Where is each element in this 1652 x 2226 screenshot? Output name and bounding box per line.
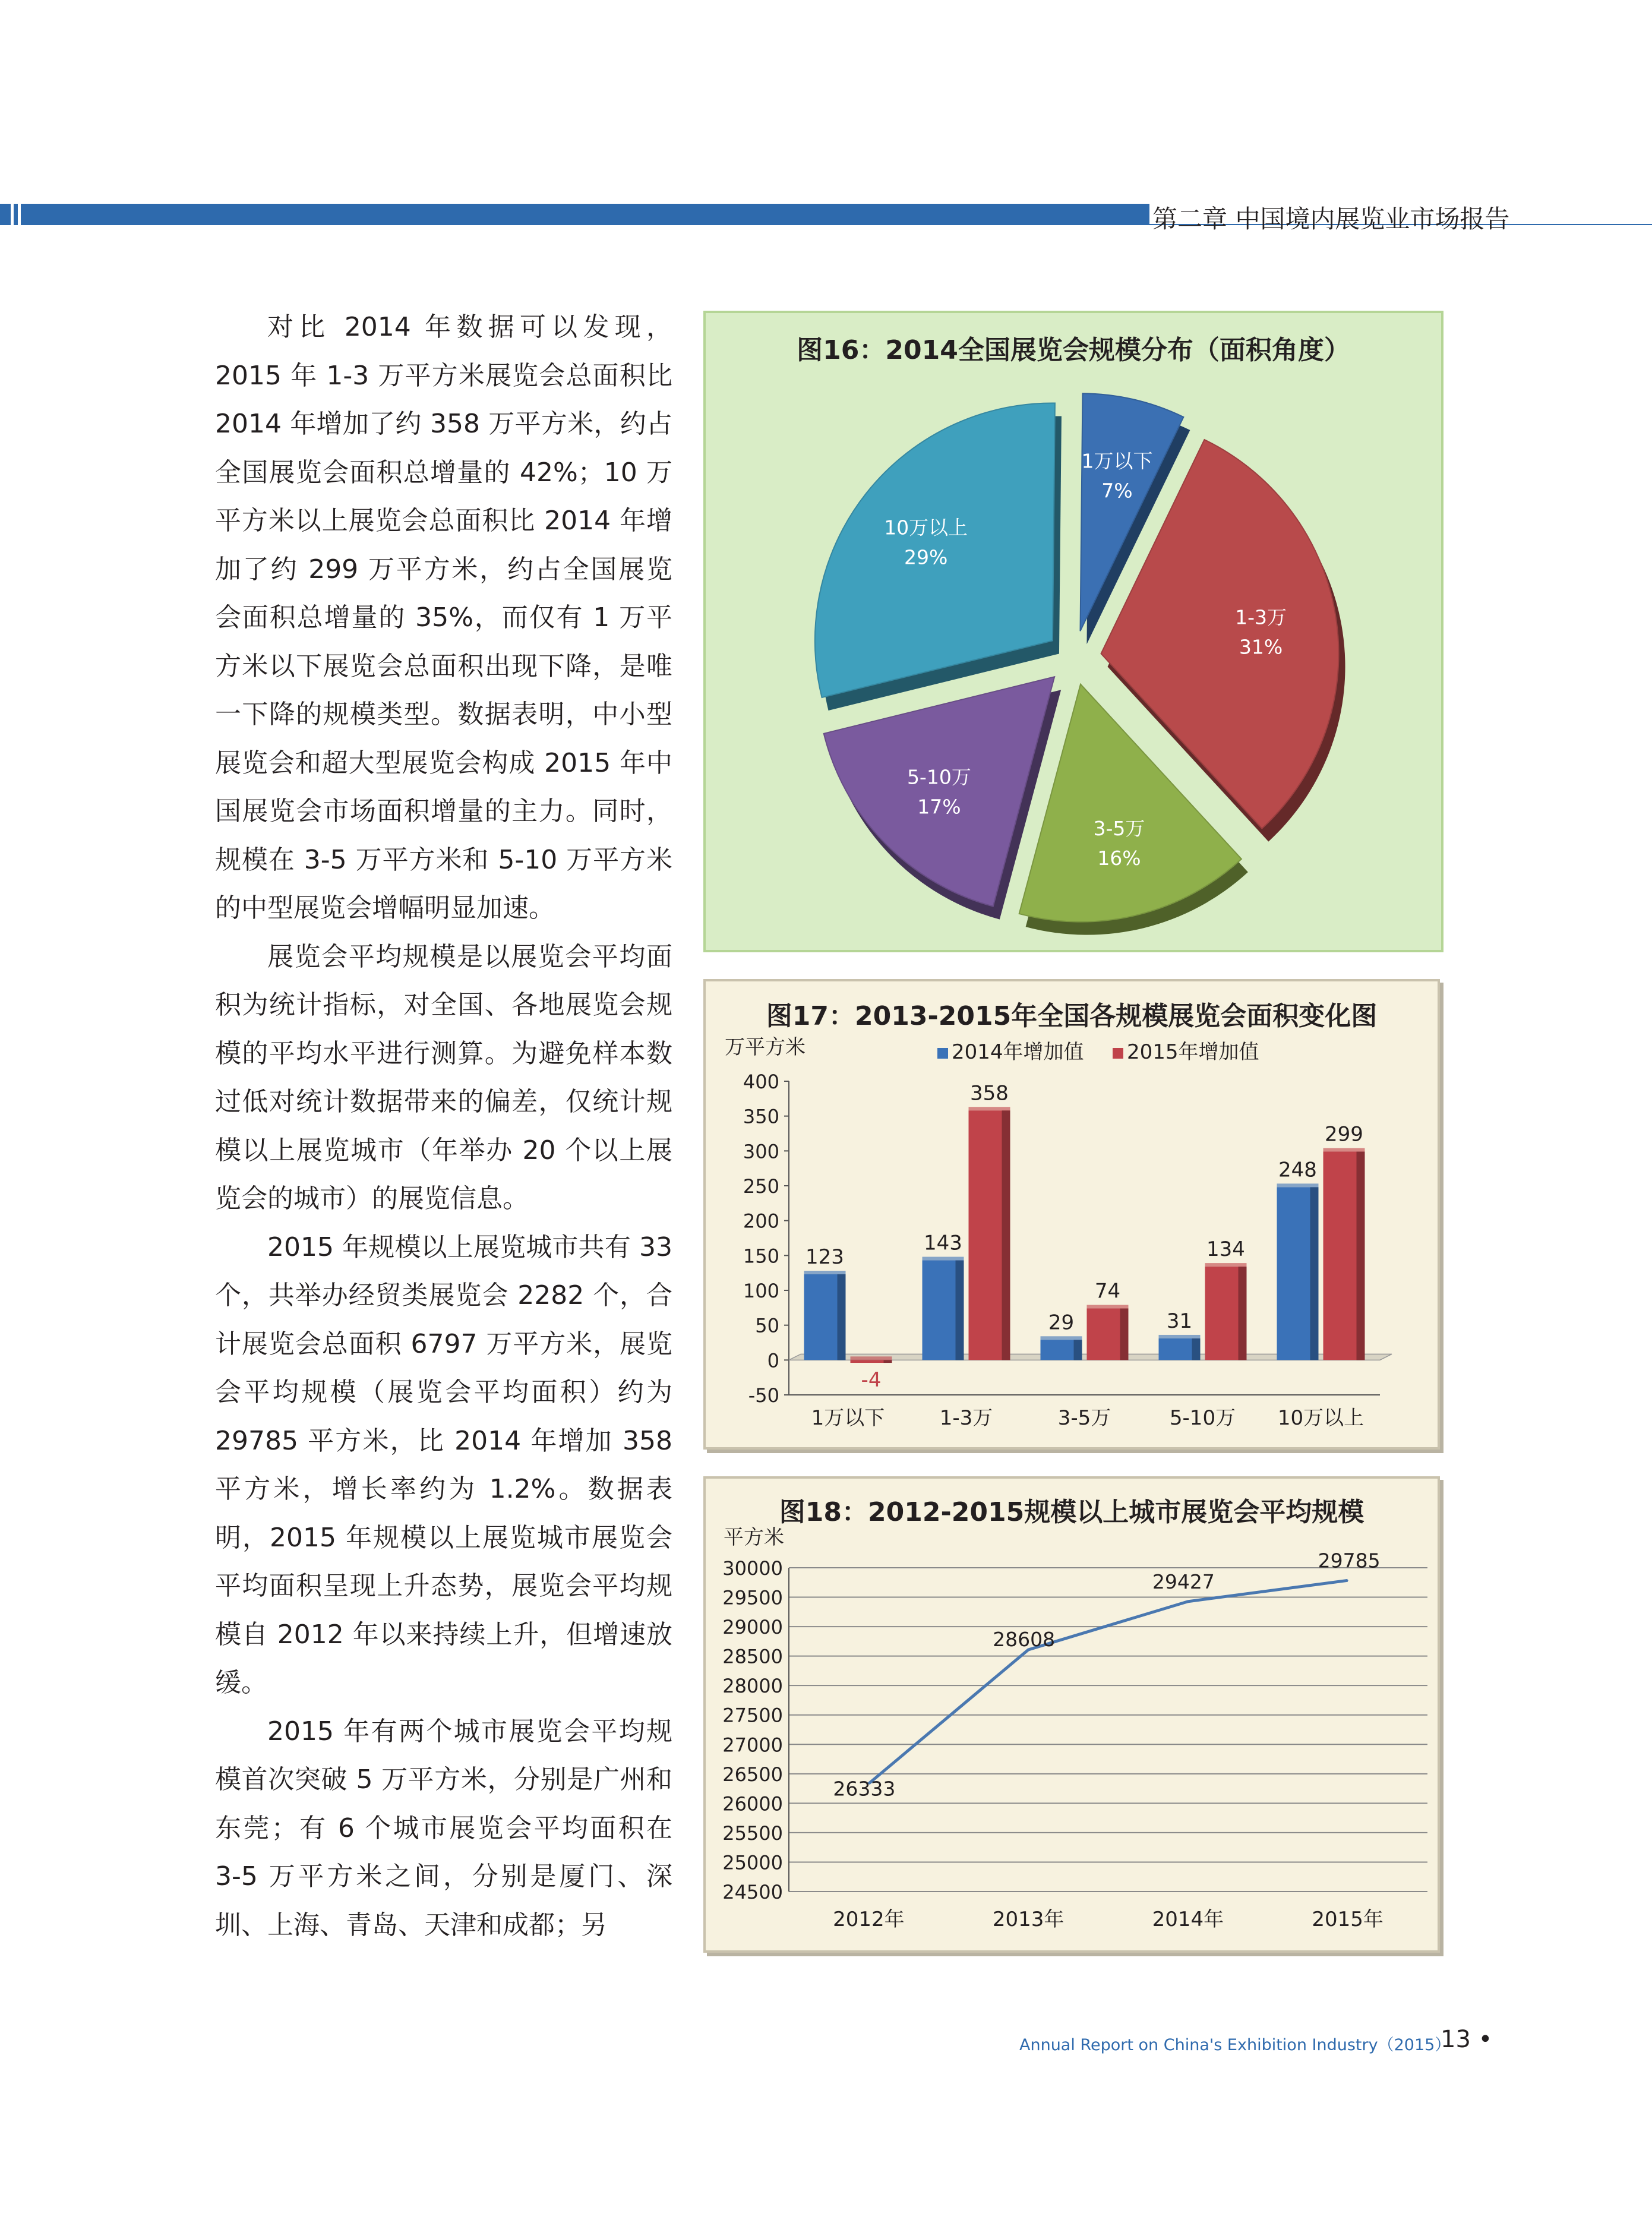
- pie-slice-label: 10万以上: [884, 516, 968, 539]
- line-chart-title: 图18：2012-2015规模以上城市展览会平均规模: [779, 1497, 1364, 1527]
- pie-slice-value: 7%: [1101, 479, 1133, 503]
- bar-y-tick-label: 300: [743, 1140, 779, 1163]
- line-y-tick-label: 28000: [722, 1675, 783, 1698]
- line-category-label: 2015年: [1312, 1908, 1383, 1931]
- bar-top: [1277, 1183, 1319, 1187]
- bar-y-tick-label: 50: [755, 1314, 779, 1337]
- bar-side-shade: [1357, 1152, 1365, 1360]
- pie-slice-label: 1万以下: [1081, 449, 1153, 473]
- bar-y-tick-label: 250: [743, 1175, 779, 1198]
- bar-y-tick-label: 200: [743, 1210, 779, 1233]
- legend-label: 2015年增加值: [1127, 1040, 1259, 1064]
- line-data-label: 26333: [833, 1777, 896, 1801]
- bar-side-shade: [1002, 1110, 1010, 1360]
- bar-top: [1041, 1336, 1082, 1340]
- bar-side-shade: [1074, 1340, 1082, 1360]
- bar-category-label: 1-3万: [939, 1406, 993, 1430]
- line-y-tick-label: 24500: [722, 1881, 783, 1903]
- line-y-tick-label: 28500: [722, 1645, 783, 1668]
- line-data-label: 28608: [993, 1627, 1056, 1651]
- bar-y-tick-label: 350: [743, 1105, 779, 1128]
- pie-chart-title: 图16：2014全国展览会规模分布（面积角度）: [797, 335, 1350, 365]
- line-category-label: 2013年: [992, 1908, 1065, 1931]
- paragraph-1: 对比 2014 年数据可以发现，2015 年 1-3 万平方米展览会总面积比 2014 年增加了约 358 万平方米，约占全国展览会面积总增量的 42%；10 万平方米以上展览会总面积比 2014 年增加了约 299 万平方米，约占全国展览会面积总增量的 35%，而仅有 1 万平方米以下展览会总面积出现下降，是唯一下降的规模类型。数据表明，中小型展览会和超大型展览会构成 2015 年中国展览会市场面积增量的主力。同时，规模在 3-5 万平方米和 5-10 万平方米的中型展览会增幅明显加速。: [215, 312, 672, 923]
- footer-report-name: Annual Report on China's Exhibition Industry（2015）: [1019, 2036, 1451, 2054]
- line-series: [868, 1580, 1347, 1783]
- pie-slice-label: 5-10万: [906, 765, 971, 789]
- bar-y-tick-label: 150: [743, 1245, 779, 1268]
- pie-slice-value: 29%: [904, 545, 948, 569]
- bar-y-tick-label: 400: [743, 1071, 779, 1093]
- bar-data-label: 299: [1325, 1122, 1363, 1147]
- body-text: [215, 303, 672, 1949]
- bar-top: [1087, 1305, 1129, 1309]
- chapter-title: 第二章 中国境内展览业市场报告: [1152, 204, 1510, 233]
- bar-y-tick-label: -50: [748, 1384, 779, 1407]
- bar-data-label: 248: [1278, 1158, 1317, 1182]
- bar-side-shade: [838, 1274, 846, 1360]
- bar-y-tick-label: 100: [743, 1280, 779, 1302]
- bar-top: [1205, 1263, 1247, 1267]
- bar-y-tick-label: 0: [767, 1349, 779, 1372]
- legend-label: 2014年增加值: [952, 1040, 1084, 1064]
- line-y-tick-label: 26500: [722, 1763, 783, 1786]
- pie-slice-label: 3-5万: [1093, 816, 1145, 840]
- bar-top: [851, 1356, 892, 1360]
- bar-category-label: 1万以下: [811, 1406, 885, 1430]
- line-y-axis-title: 平方米: [724, 1526, 784, 1549]
- bar-data-label: 31: [1166, 1309, 1193, 1333]
- bar-data-label: 74: [1094, 1279, 1121, 1303]
- bar-top: [923, 1257, 964, 1261]
- bar-side-shade: [1120, 1309, 1129, 1360]
- bar-side-shade: [1239, 1267, 1247, 1360]
- pie-chart-panel: [703, 311, 1443, 952]
- line-data-label: 29785: [1318, 1549, 1381, 1573]
- bar-category-label: 3-5万: [1057, 1406, 1111, 1430]
- line-y-tick-label: 25500: [722, 1821, 783, 1845]
- line-chart-panel: [703, 1476, 1440, 1953]
- page-number: 13 •: [1441, 2026, 1493, 2053]
- legend-swatch: [1113, 1048, 1123, 1059]
- pie-slice-value: 31%: [1239, 635, 1283, 659]
- pie-slice: [824, 677, 1054, 906]
- bar-top: [804, 1271, 846, 1274]
- bar-side-shade: [1310, 1187, 1319, 1360]
- bar-top: [969, 1107, 1010, 1110]
- line-y-tick-label: 25000: [722, 1851, 783, 1874]
- bar-side-shade: [956, 1261, 964, 1360]
- line-chart: [706, 1479, 1442, 1955]
- line-y-tick-label: 30000: [722, 1557, 783, 1580]
- bar-data-label: 143: [924, 1231, 962, 1255]
- bar-side-shade: [884, 1360, 892, 1363]
- bar-category-label: 10万以上: [1277, 1406, 1364, 1430]
- paragraph-4: 2015 年有两个城市展览会平均规模首次突破 5 万平方米，分别是广州和东莞；有 6 个城市展览会平均面积在 3-5 万平方米之间，分别是厦门、深圳、上海、青岛、天津和成都；另: [215, 1716, 672, 1940]
- legend-swatch: [937, 1048, 948, 1059]
- pie-slice-value: 16%: [1097, 846, 1141, 870]
- bar-data-label: -4: [861, 1368, 882, 1393]
- line-data-label: 29427: [1152, 1570, 1215, 1593]
- bar-side-shade: [1192, 1338, 1201, 1360]
- bar-data-label: 358: [970, 1081, 1009, 1106]
- pie-chart: [706, 313, 1446, 955]
- pie-slice-label: 1-3万: [1235, 605, 1287, 629]
- line-category-label: 2012年: [833, 1908, 905, 1931]
- bar-chart: [706, 981, 1442, 1452]
- bar-chart-title: 图17：2013-2015年全国各规模展览会面积变化图: [766, 1001, 1378, 1031]
- paragraph-3: 2015 年规模以上展览城市共有 33 个，共举办经贸类展览会 2282 个，合计展览会总面积 6797 万平方米，展览会平均规模（展览会平均面积）约为 29785 平方米，比 2014 年增加 358 平方米，增长率约为 1.2%。数据表明，2015 年规模以上展览城市展览会平均面积呈现上升态势，展览会平均规模自 2012 年以来持续上升，但增速放缓。: [215, 1232, 672, 1698]
- bar-data-label: 29: [1048, 1311, 1075, 1335]
- bar-top: [1159, 1335, 1201, 1338]
- line-point: [1187, 1601, 1189, 1602]
- line-y-tick-label: 29000: [722, 1616, 783, 1639]
- line-y-tick-label: 27000: [722, 1734, 783, 1757]
- bar-y-axis-title: 万平方米: [725, 1035, 806, 1059]
- line-point: [1347, 1580, 1348, 1581]
- line-y-tick-label: 29500: [722, 1586, 783, 1609]
- line-y-tick-label: 27500: [722, 1704, 783, 1727]
- line-y-tick-label: 26000: [722, 1792, 783, 1815]
- bar-category-label: 5-10万: [1169, 1406, 1236, 1430]
- line-category-label: 2014年: [1152, 1908, 1224, 1931]
- bar-data-label: 123: [806, 1245, 844, 1270]
- paragraph-2: 展览会平均规模是以展览会平均面积为统计指标，对全国、各地展览会规模的平均水平进行测算。为避免样本数过低对统计数据带来的偏差，仅统计规模以上展览城市（年举办 20 个以上展览会的城市）的展览信息。: [215, 941, 672, 1214]
- pie-slice-value: 17%: [917, 795, 961, 819]
- header-bar: [0, 204, 1149, 225]
- bar-top: [1324, 1148, 1365, 1152]
- bar-chart-panel: [703, 979, 1440, 1450]
- bar-data-label: 134: [1206, 1237, 1245, 1262]
